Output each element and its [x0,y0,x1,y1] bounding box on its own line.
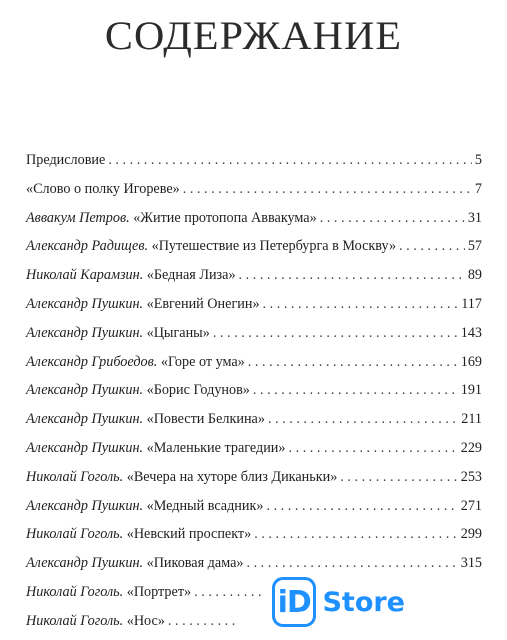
toc-entry-page: 143 [460,324,482,341]
dot-leader [254,520,458,549]
toc-entry-author: Николай Гоголь. [26,526,124,543]
dot-leader [248,348,458,377]
toc-entry-page: 191 [460,382,482,399]
toc-entry [26,261,482,290]
toc-entry-author: Александр Пушкин. [26,555,144,572]
toc-entry-author: Александр Пушкин. [26,411,144,428]
toc-entry-page: 253 [460,468,482,485]
toc-entry [26,348,482,377]
toc-entry-title: «Медный всадник» [146,497,264,514]
toc-entry-title: Предисловие [26,152,106,168]
toc-entry-title: «Житие протопопа Аввакума» [133,209,317,226]
toc-entry-author: Александр Грибоедов. [26,353,158,370]
toc-entry-page: 169 [460,353,482,370]
toc-entry-title: «Невский проспект» [126,526,252,543]
toc-entry [26,146,482,175]
toc-entry-title: «Маленькие трагедии» [146,439,286,456]
toc-entry-author: Николай Гоголь. [26,583,124,600]
toc-entry-title: «Путешествие из Петербурга в Москву» [151,238,397,255]
dot-leader [168,607,236,636]
logo-box-text: iD [277,584,311,620]
toc-entry-author: Николай Гоголь. [26,468,124,485]
toc-entry-title: «Евгений Онегин» [146,295,260,312]
toc-entry [26,578,482,607]
dot-leader [266,492,457,521]
dot-leader [239,261,465,290]
toc-entry-author: Александр Пушкин. [26,295,144,312]
logo-text: Store [322,586,405,618]
toc-entry-page: 7 [474,180,482,197]
toc-entry [26,290,482,319]
toc-entry-author: Александр Пушкин. [26,439,144,456]
toc-entry-title: «Повести Белкина» [146,411,265,428]
toc-entry [26,405,482,434]
toc-entry-page: 31 [467,209,482,226]
toc-entry [26,434,482,463]
dot-leader [253,376,458,405]
toc-entry-author: Александр Пушкин. [26,497,144,514]
dot-leader [320,204,465,233]
toc-entry [26,175,482,204]
toc-entry-title: «Цыганы» [146,324,210,341]
dot-leader [399,232,465,261]
toc-entry [26,492,482,521]
dot-leader [289,434,458,463]
dot-leader [213,319,458,348]
toc-entry-title: «Бедная Лиза» [146,267,236,284]
toc-entry-author: Николай Гоголь. [26,612,124,629]
toc-entry [26,607,482,636]
page-title: СОДЕРЖАНИЕ [104,13,403,58]
toc-entry-title: «Пиковая дама» [146,555,244,572]
dot-leader [263,290,459,319]
toc-entry-page: 299 [460,526,482,543]
dot-leader [268,405,458,434]
dot-leader [108,146,472,175]
toc-entry-author: Аввакум Петров. [26,209,130,226]
dot-leader [183,175,472,204]
toc-entry [26,376,482,405]
idstore-logo-icon [272,577,316,627]
toc-entry [26,319,482,348]
toc-entry-author: Александр Пушкин. [26,382,144,399]
table-of-contents [26,146,482,636]
toc-entry-author: Николай Карамзин. [26,267,144,284]
toc-entry [26,232,482,261]
toc-entry [26,463,482,492]
toc-entry-title: «Горе от ума» [160,353,245,370]
toc-entry [26,549,482,578]
toc-entry-author: Александр Пушкин. [26,324,144,341]
toc-entry [26,520,482,549]
toc-entry-page: 117 [461,295,482,312]
toc-entry [26,204,482,233]
toc-entry-title: «Слово о полку Игореве» [26,180,180,197]
toc-entry-title: «Борис Годунов» [146,382,250,399]
toc-entry-title: «Нос» [126,612,165,629]
dot-leader [246,549,457,578]
dot-leader [340,463,457,492]
toc-entry-page: 5 [474,152,482,168]
dot-leader [194,578,262,607]
toc-entry-page: 315 [460,555,482,572]
toc-entry-author: Александр Радищев. [26,238,149,255]
idstore-watermark [272,575,405,629]
toc-entry-title: «Портрет» [126,583,192,600]
toc-entry-page: 89 [467,267,482,284]
toc-entry-page: 57 [467,238,482,255]
toc-entry-page: 271 [460,497,482,514]
toc-entry-title: «Вечера на хуторе близ Диканьки» [126,468,338,485]
toc-entry-page: 229 [460,439,482,456]
toc-entry-page: 211 [461,411,482,428]
